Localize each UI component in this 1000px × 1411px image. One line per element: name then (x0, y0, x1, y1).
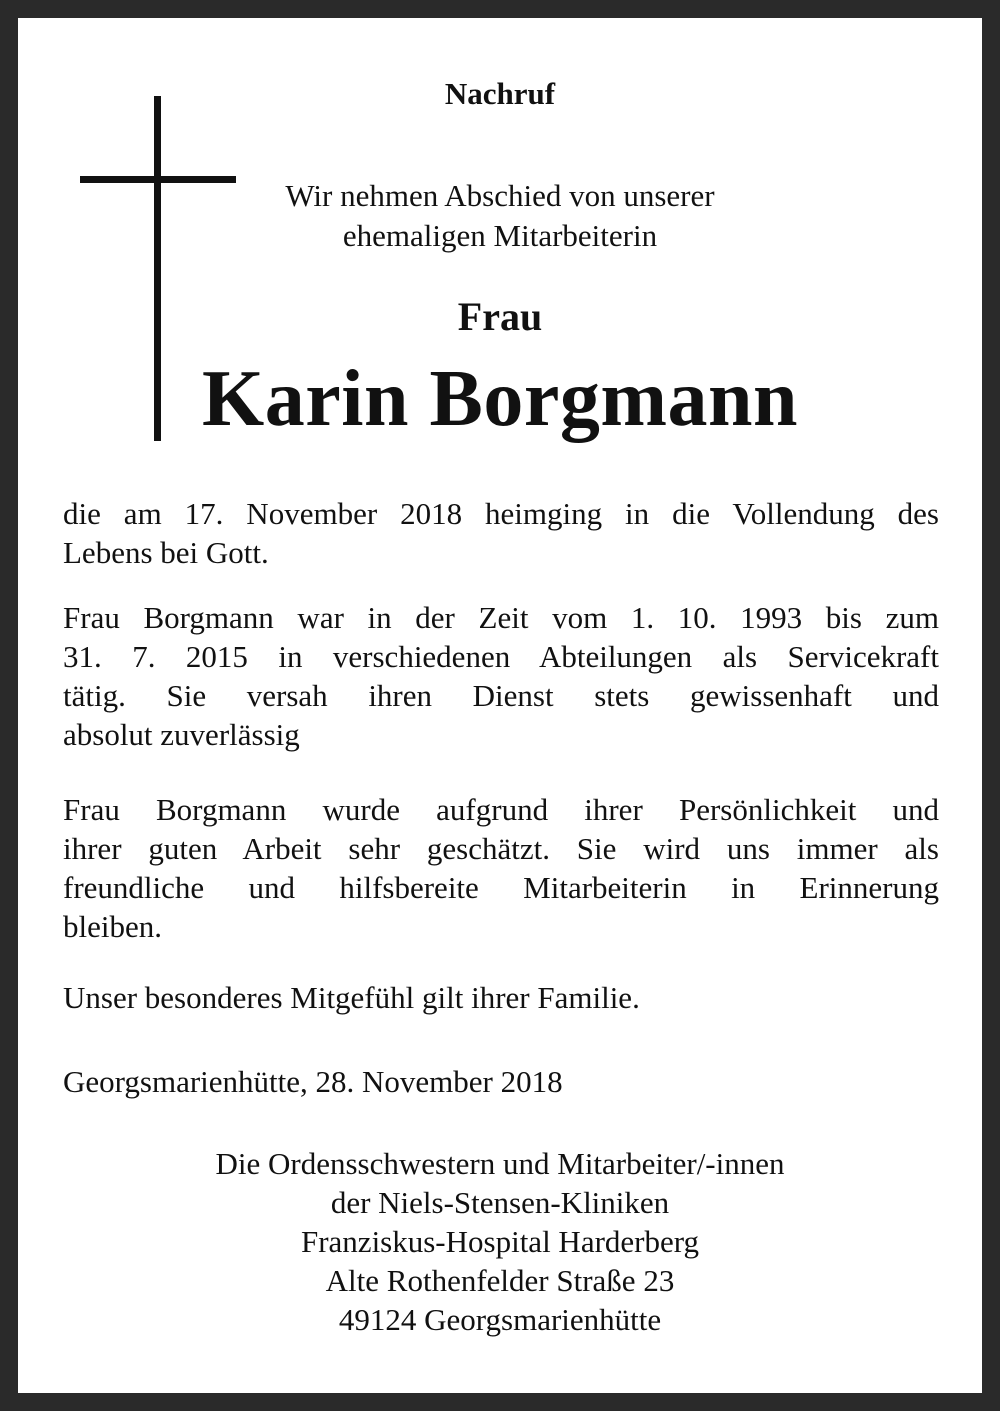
sender-line: der Niels-Stensen-Kliniken (330, 1185, 670, 1220)
sender-line: Die Ordensschwestern und Mitarbeiter/-innen (215, 1146, 785, 1181)
sender-line: Franziskus-Hospital Harderberg (300, 1224, 700, 1259)
intro-line-2: ehemaligen Mitarbeiterin (342, 218, 658, 253)
paragraph-condolence (63, 978, 939, 1017)
paragraph-death-notice (63, 494, 939, 572)
paragraph-line: Frau Borgmann wurde aufgrund ihrer Persönlichkeit und (63, 792, 939, 827)
paragraph-line: ihrer guten Arbeit sehr geschätzt. Sie wird uns immer als (63, 831, 939, 866)
paragraph-line: tätig. Sie versah ihren Dienst stets gewissenhaft und (63, 678, 939, 713)
sender-line: Alte Rothenfelder Straße 23 (325, 1263, 675, 1298)
paragraph-employment (63, 598, 939, 754)
paragraph-line: absolut zuverlässig (63, 717, 300, 752)
paragraph-line: freundliche und hilfsbereite Mitarbeiterin in Erinnerung (63, 870, 939, 905)
sender-line: 49124 Georgsmarienhütte (338, 1302, 662, 1337)
place-and-date: Georgsmarienhütte, 28. November 2018 (63, 1064, 563, 1099)
paragraph-line: bleiben. (63, 909, 162, 944)
paragraph-line: Lebens bei Gott. (63, 535, 269, 570)
paragraph-line: Unser besonderes Mitgefühl gilt ihrer Familie. (63, 980, 640, 1015)
obituary-title: Nachruf (444, 76, 556, 111)
intro-text (0, 176, 1000, 256)
intro-line-1: Wir nehmen Abschied von unserer (285, 178, 715, 213)
paragraph-line: 31. 7. 2015 in verschiedenen Abteilungen als Servicekraft (63, 639, 939, 674)
sender-block (0, 1144, 1000, 1339)
paragraph-appreciation (63, 790, 939, 946)
deceased-name: Karin Borgmann (202, 355, 798, 443)
paragraph-line: die am 17. November 2018 heimging in die Vollendung des (63, 496, 939, 531)
paragraph-line: Frau Borgmann war in der Zeit vom 1. 10. 1993 bis zum (63, 600, 939, 635)
salutation: Frau (457, 294, 543, 339)
